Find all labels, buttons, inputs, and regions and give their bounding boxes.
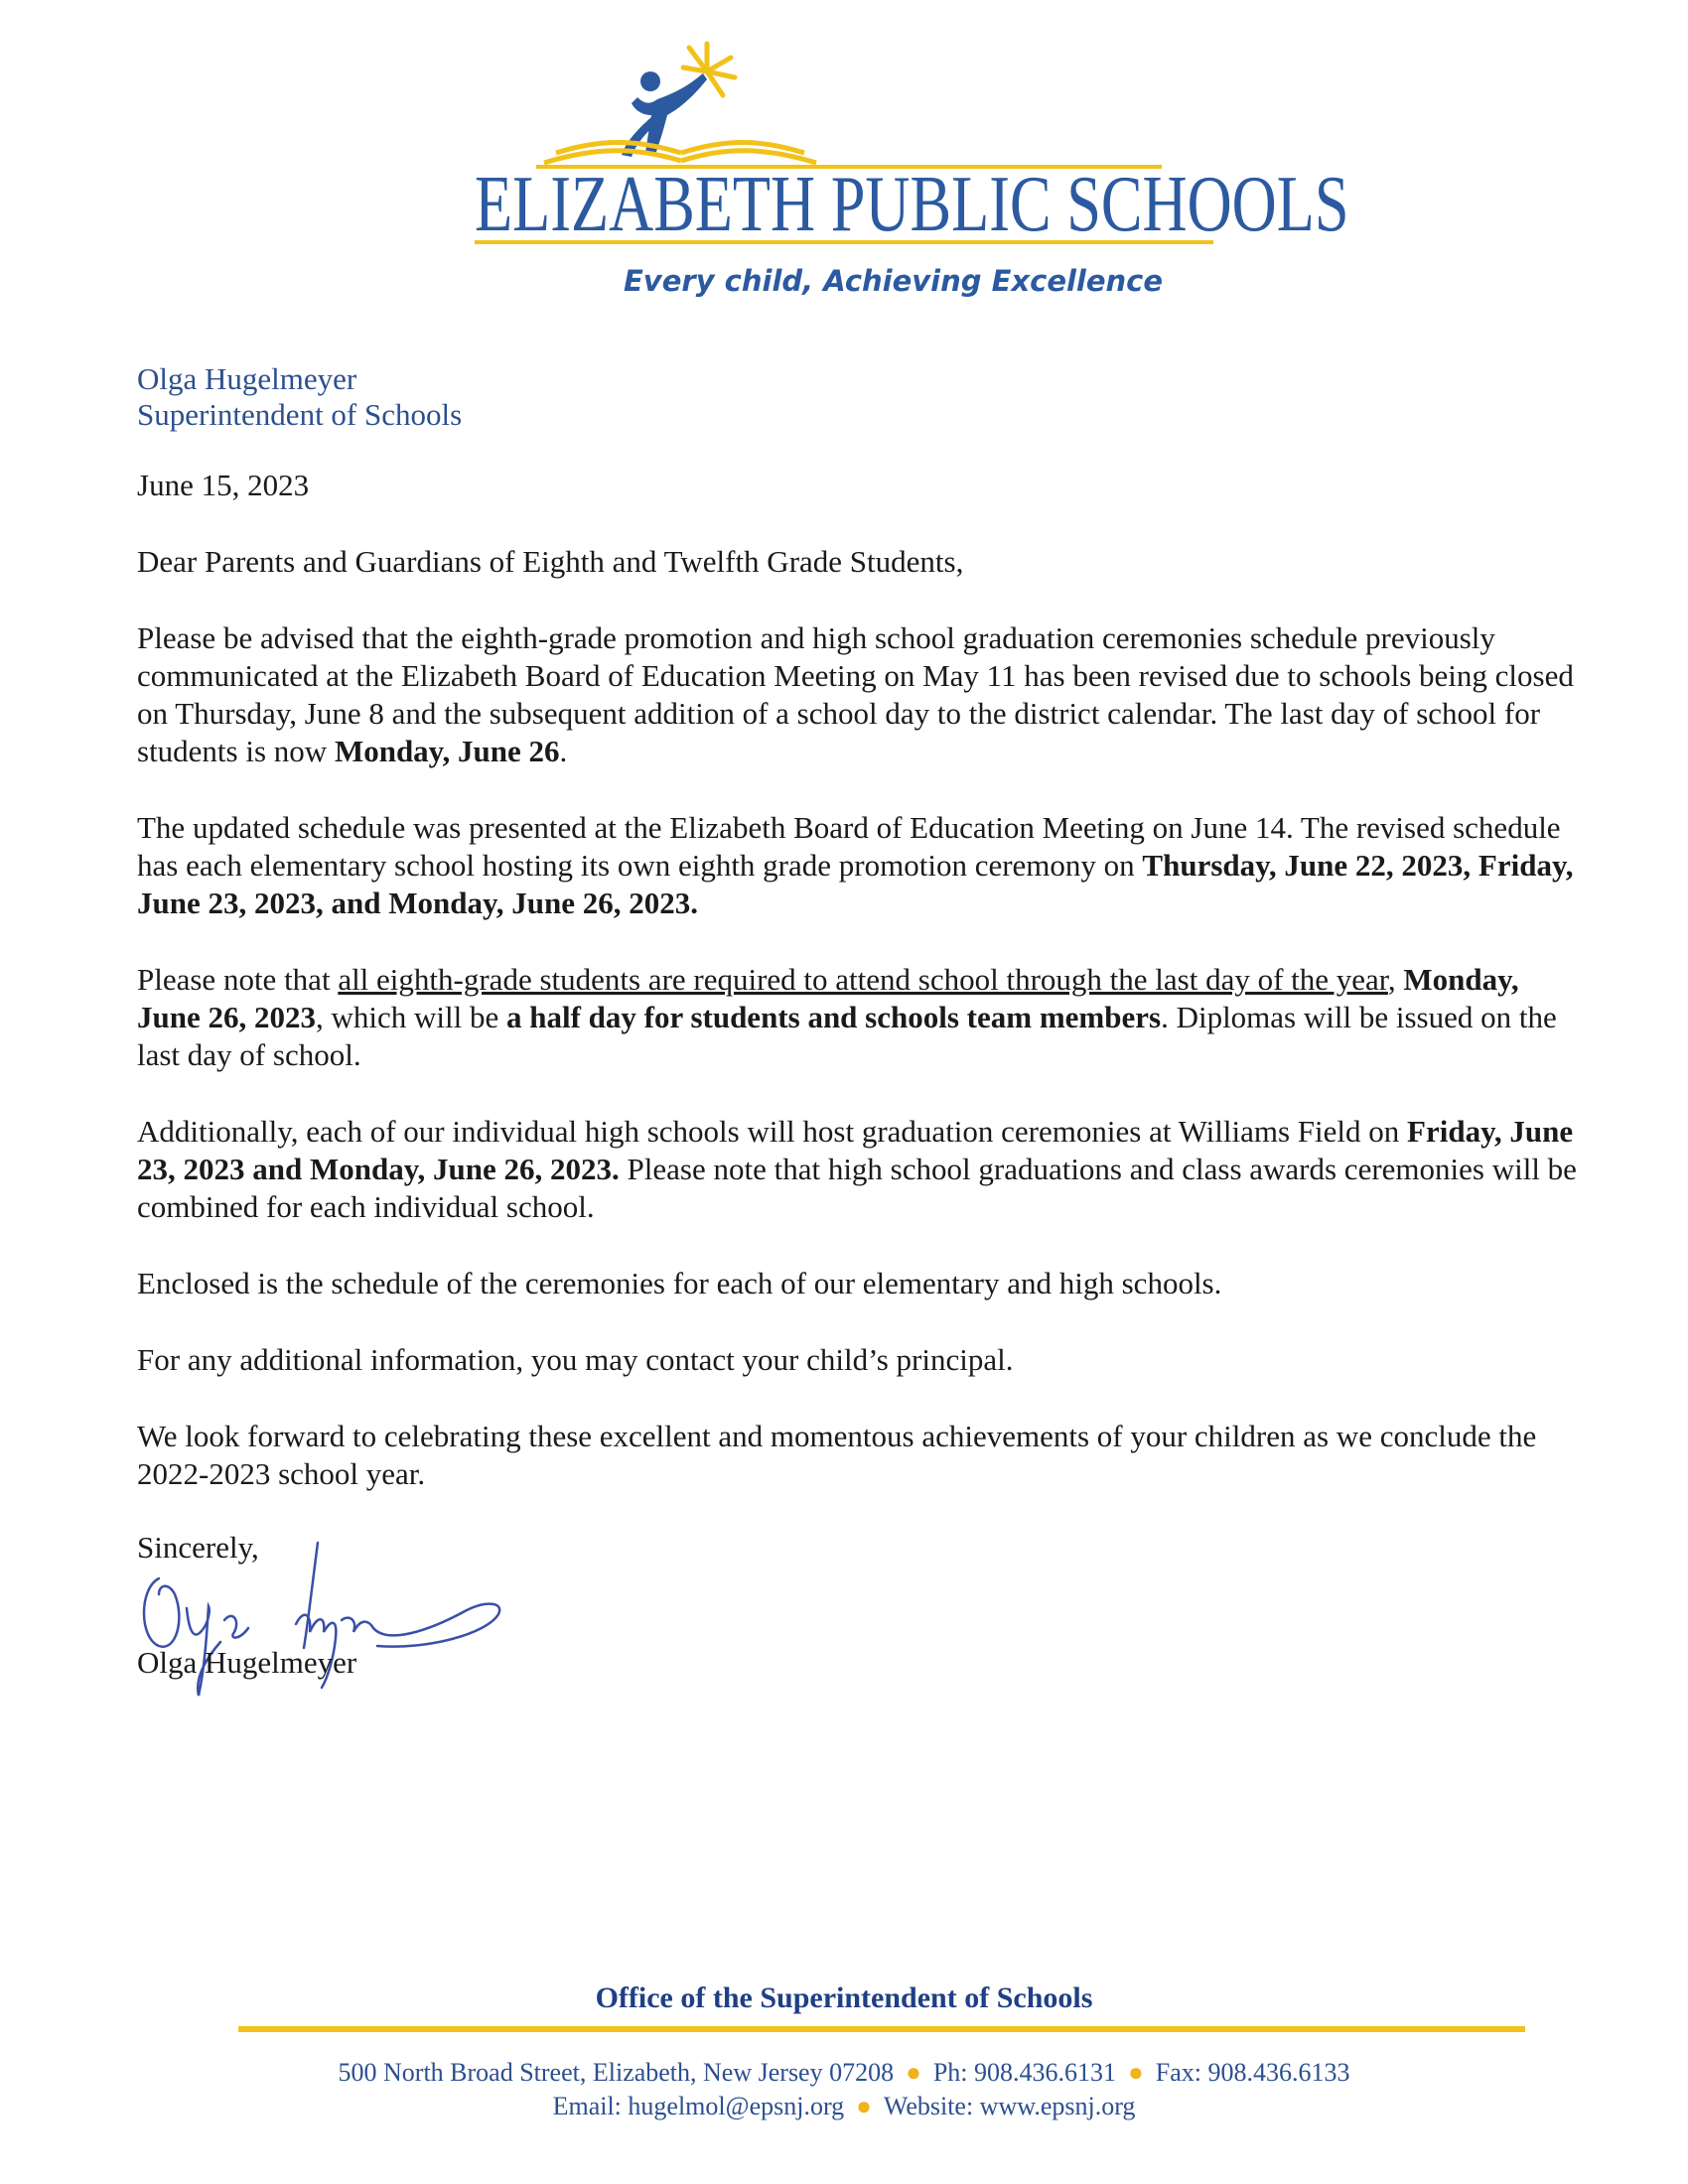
district-tagline: Every child, Achieving Excellence <box>624 264 1164 298</box>
sender-role: Superintendent of Schools <box>137 397 463 432</box>
closing: Sincerely, <box>137 1530 259 1565</box>
bullet-icon: ● <box>906 2058 921 2087</box>
footer-divider <box>238 2026 1525 2032</box>
paragraph-3-bold-halfday: a half day for students and schools team members <box>506 1000 1162 1034</box>
sender-name: Olga Hugelmeyer <box>137 361 357 396</box>
footer-website[interactable]: Website: www.epsnj.org <box>883 2092 1136 2120</box>
paragraph-1 <box>137 619 1577 770</box>
paragraph-2-bold: Thursday, June 22, 2023, Friday, June 23, 2023, and Monday, June 26, 2023. <box>137 848 1574 920</box>
paragraph-7: We look forward to celebrating these excellent and momentous achievements of your children as we conclude the 2022-2023 school year. <box>137 1419 1537 1491</box>
letterhead-logo <box>0 20 1688 308</box>
paragraph-3 <box>137 961 1577 1074</box>
paragraph-3-bold-date: Monday, June 26, 2023 <box>137 962 1519 1034</box>
district-name: ELIZABETH PUBLIC SCHOOLS <box>475 161 1349 248</box>
footer-contact-line-1 <box>0 2058 1688 2088</box>
paragraph-3-mid: , which will be <box>316 1000 506 1034</box>
footer-contact-line-2 <box>0 2092 1688 2121</box>
footer-address: 500 North Broad Street, Elizabeth, New Jersey 07208 <box>338 2058 895 2087</box>
footer-fax: Fax: 908.436.6133 <box>1155 2058 1350 2087</box>
paragraph-4-bold: Friday, June 23, 2023 and Monday, June 26, 2023. <box>137 1114 1574 1186</box>
paragraph-4-end: Please note that high school graduations and class awards ceremonies will be combined for each individual school. <box>137 1152 1577 1224</box>
salutation: Dear Parents and Guardians of Eighth and Twelfth Grade Students, <box>137 544 964 579</box>
paragraph-3-comma: , <box>1387 962 1404 997</box>
paragraph-4-text: Additionally, each of our individual high schools will host graduation ceremonies at Williams Field on <box>137 1114 1408 1149</box>
footer-office-title: Office of the Superintendent of Schools <box>595 1981 1093 2014</box>
paragraph-4 <box>137 1113 1577 1226</box>
paragraph-3-start: Please note that <box>137 962 339 997</box>
paragraph-2-text: The updated schedule was presented at the Elizabeth Board of Education Meeting on June 14. The revised schedule has each elementary school hosting its own eighth grade promotion ceremony on <box>137 810 1561 883</box>
paragraph-5: Enclosed is the schedule of the ceremonies for each of our elementary and high schools. <box>137 1266 1222 1300</box>
paragraph-3-underline: all eighth-grade students are required to attend school through the last day of the year <box>338 962 1388 997</box>
letter-body <box>137 467 1577 1532</box>
paragraph-1-text: Please be advised that the eighth-grade promotion and high school graduation ceremonies schedule previously communicated at the Elizabeth Board of Education Meeting on May 11 has been revised due to schools being closed on Thursday, June 8 and the subsequent addition of a school day to the district calendar. The last day of school for students is now <box>137 620 1574 768</box>
paragraph-1-bold: Monday, June 26 <box>334 734 560 768</box>
paragraph-1-end: . <box>559 734 568 768</box>
open-book-icon <box>544 143 816 164</box>
paragraph-3-end: . Diplomas will be issued on the last day of school. <box>137 1000 1557 1072</box>
bullet-icon: ● <box>1128 2058 1144 2087</box>
sender-block <box>137 361 462 433</box>
paragraph-6: For any additional information, you may contact your child’s principal. <box>137 1342 1014 1377</box>
footer-phone: Ph: 908.436.6131 <box>932 2058 1117 2087</box>
signature-name: Olga Hugelmeyer <box>137 1645 357 1680</box>
bullet-icon: ● <box>856 2092 872 2120</box>
footer-email[interactable]: Email: hugelmol@epsnj.org <box>552 2092 845 2120</box>
paragraph-2 <box>137 809 1577 922</box>
letter-date: June 15, 2023 <box>137 468 310 502</box>
